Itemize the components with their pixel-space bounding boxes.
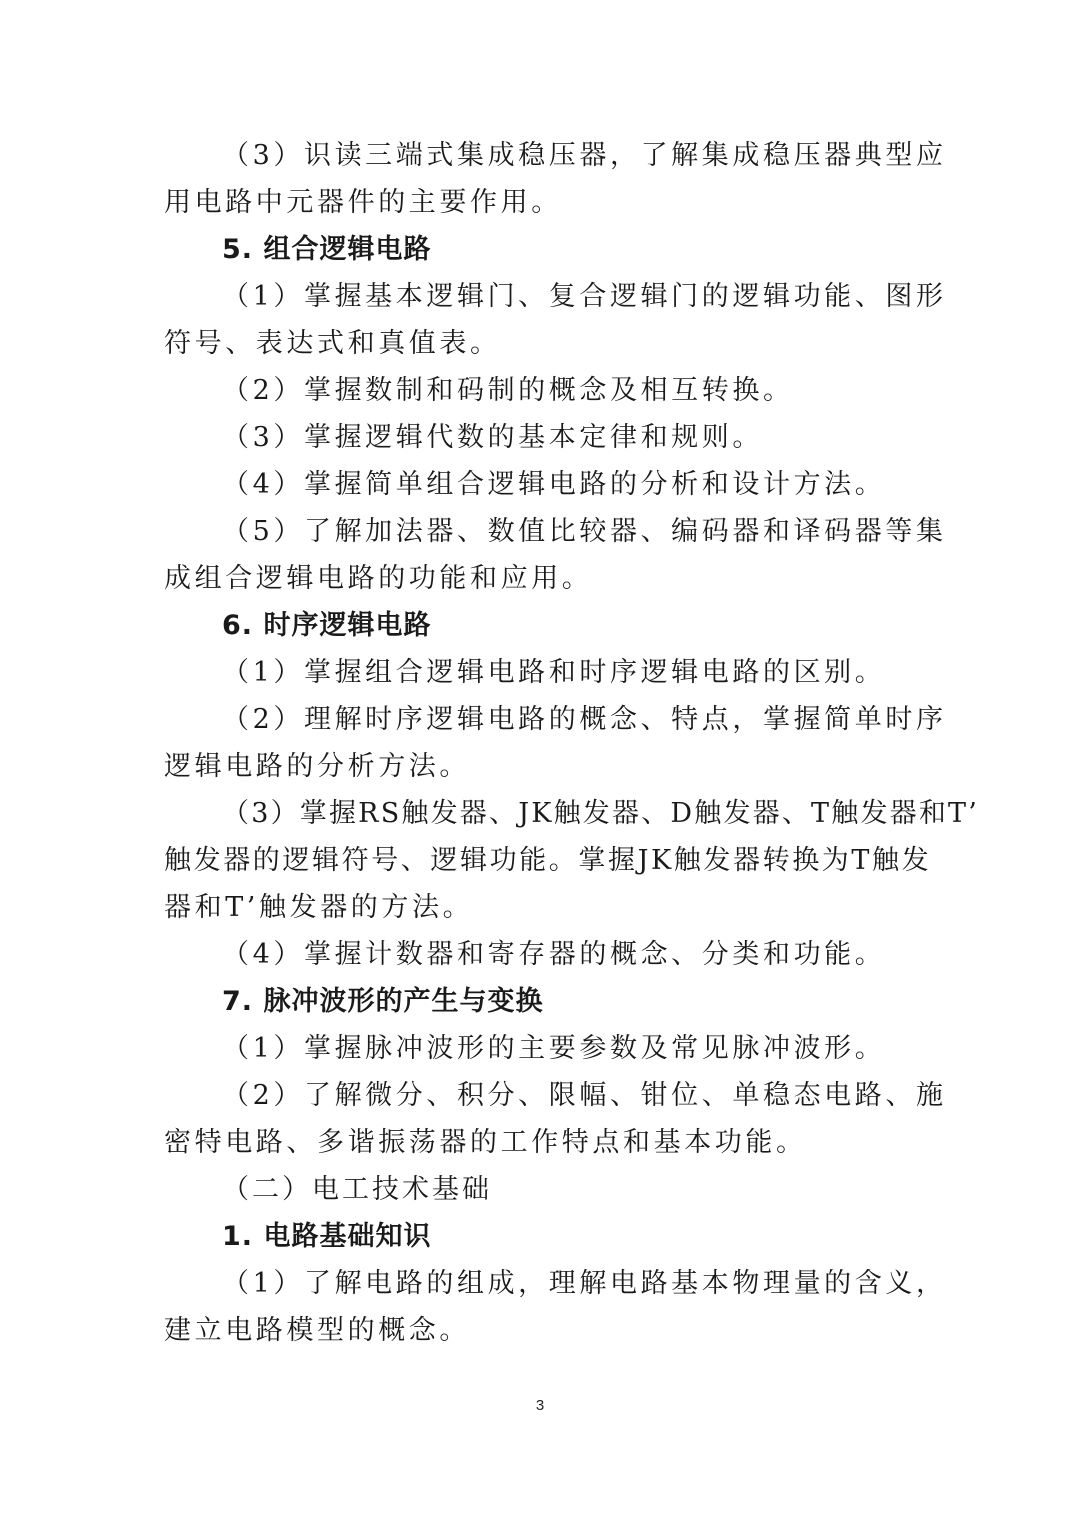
paragraph-line: （2）理解时序逻辑电路的概念、特点，掌握简单时序 [222, 704, 947, 735]
section-heading: 5. 组合逻辑电路 [222, 234, 432, 265]
paragraph-line: （2）掌握数制和码制的概念及相互转换。 [222, 375, 794, 406]
page-number: 3 [535, 1397, 545, 1414]
paragraph-line: （4）掌握计数器和寄存器的概念、分类和功能。 [222, 939, 886, 970]
paragraph-line: 逻辑电路的分析方法。 [164, 751, 470, 782]
chapter-heading: （二）电工技术基础 [222, 1174, 492, 1205]
paragraph-line: （3）掌握逻辑代数的基本定律和规则。 [222, 422, 763, 453]
paragraph-line: （1）了解电路的组成，理解电路基本物理量的含义， [222, 1268, 947, 1299]
paragraph-line: 符号、表达式和真值表。 [164, 328, 501, 359]
section-heading: 6. 时序逻辑电路 [222, 610, 432, 641]
paragraph-line: （3）识读三端式集成稳压器，了解集成稳压器典型应 [222, 140, 947, 171]
paragraph-line: （1）掌握组合逻辑电路和时序逻辑电路的区别。 [222, 657, 886, 688]
paragraph-line: 建立电路模型的概念。 [164, 1315, 470, 1346]
paragraph-line: （2）了解微分、积分、限幅、钳位、单稳态电路、施 [222, 1080, 947, 1111]
body-text [164, 132, 980, 1354]
paragraph-line: 用电路中元器件的主要作用。 [164, 187, 562, 218]
paragraph-line: （1）掌握基本逻辑门、复合逻辑门的逻辑功能、图形 [222, 281, 947, 312]
paragraph-line: 器和T’触发器的方法。 [164, 892, 474, 923]
paragraph-line: 触发器的逻辑符号、逻辑功能。掌握JK触发器转换为T触发 [164, 845, 932, 876]
paragraph-line: （4）掌握简单组合逻辑电路的分析和设计方法。 [222, 469, 886, 500]
paragraph-line: 成组合逻辑电路的功能和应用。 [164, 563, 593, 594]
paragraph-line: 密特电路、多谐振荡器的工作特点和基本功能。 [164, 1127, 807, 1158]
section-heading: 7. 脉冲波形的产生与变换 [222, 986, 544, 1017]
section-heading: 1. 电路基础知识 [222, 1221, 432, 1252]
paragraph-line: （3）掌握RS触发器、JK触发器、D触发器、T触发器和T’ [222, 798, 980, 829]
paragraph-line: （5）了解加法器、数值比较器、编码器和译码器等集 [222, 516, 947, 547]
paragraph-line: （1）掌握脉冲波形的主要参数及常见脉冲波形。 [222, 1033, 886, 1064]
